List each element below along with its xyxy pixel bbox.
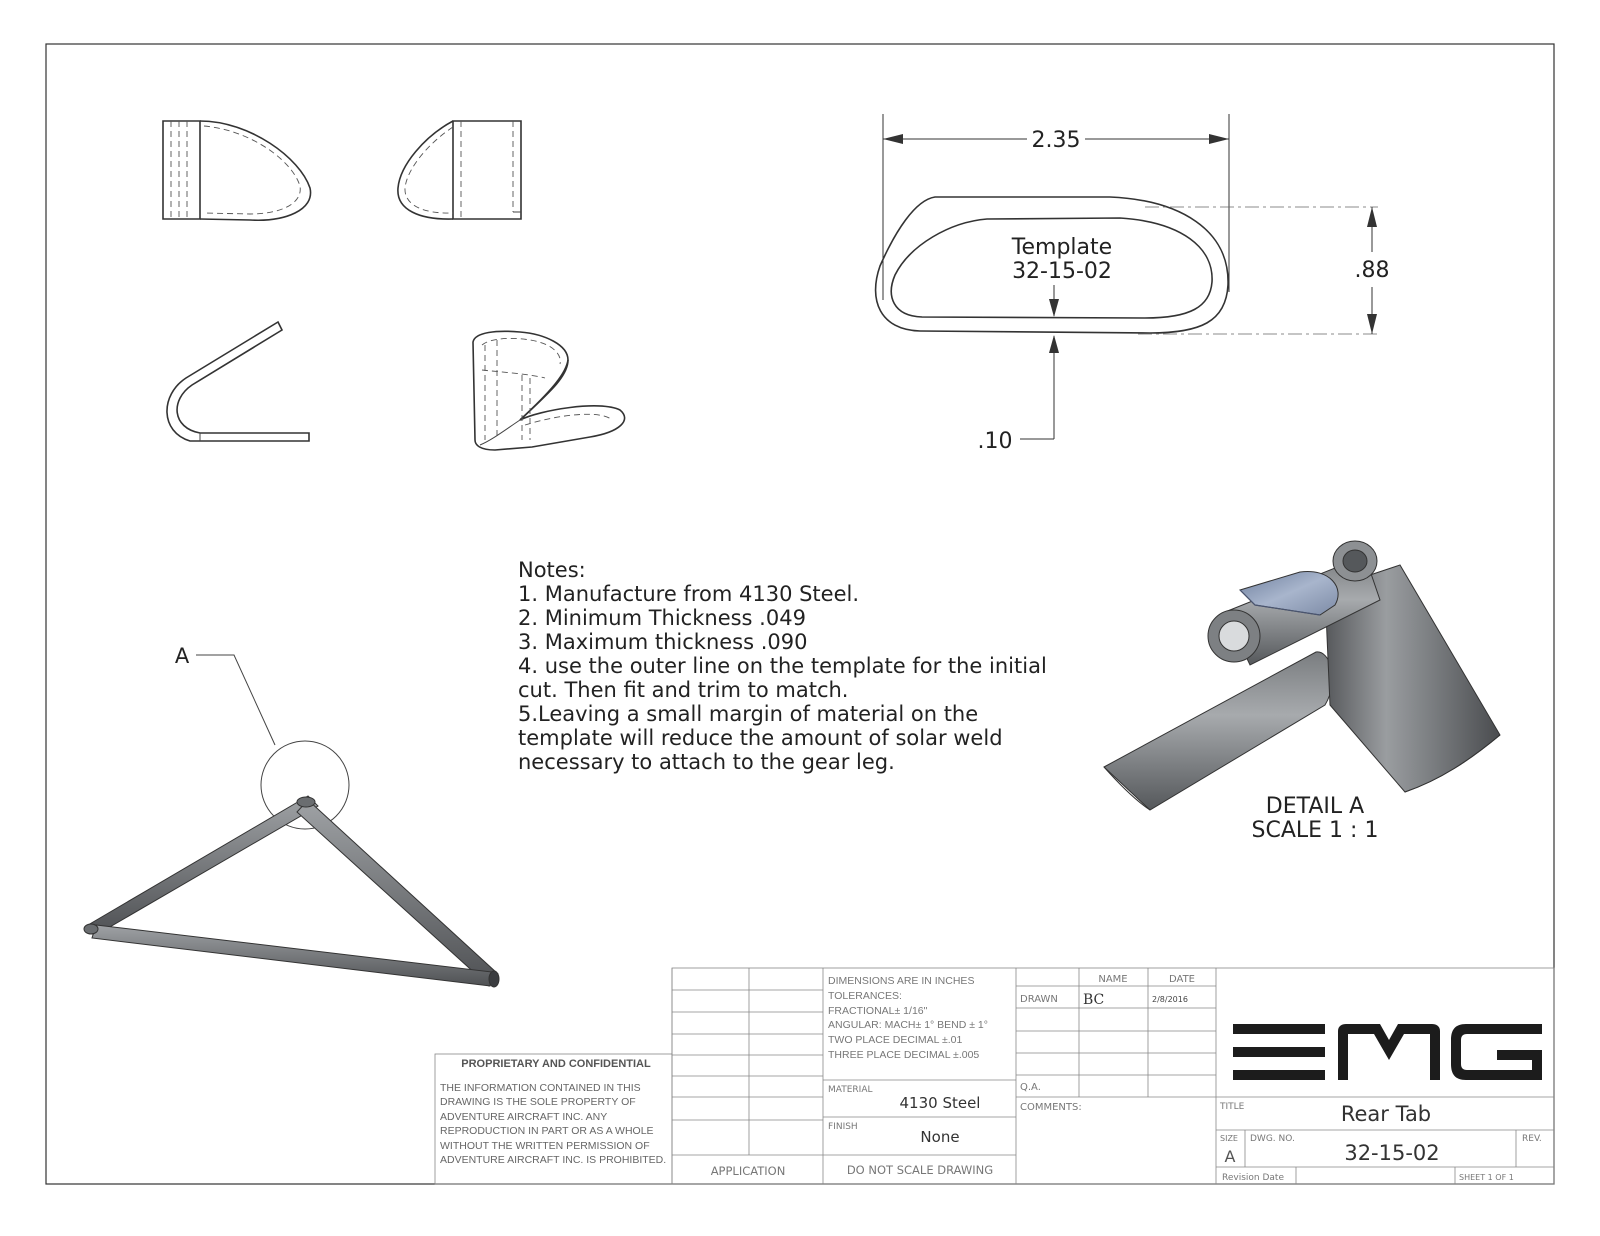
isometric-view <box>473 331 625 450</box>
title-value: Rear Tab <box>1340 1102 1432 1126</box>
note-line: 2. Minimum Thickness .049 <box>518 606 806 630</box>
proprietary-body: THE INFORMATION CONTAINED IN THIS DRAWING IS THE SOLE PROPERTY OF ADVENTURE AIRCRAFT INC. ANY REPRODUCTION IN PART OR AS A WHOLE WITHOUT THE WRITTEN PERMISSION OF ADVENTURE AIRCRAFT INC. IS PROHIBITED. <box>440 1082 667 1167</box>
note-line: cut. Then fit and trim to match. <box>518 678 849 702</box>
rev-label: REV. <box>1522 1134 1542 1144</box>
dwg-no-value: 32-15-02 <box>1344 1141 1440 1165</box>
title-label: TITLE <box>1220 1102 1245 1112</box>
qa-label: Q.A. <box>1020 1082 1041 1093</box>
dwg-no-label: DWG. NO. <box>1250 1134 1295 1144</box>
size-value: A <box>1224 1147 1236 1166</box>
tolerance-line: DIMENSIONS ARE IN INCHES <box>828 975 975 987</box>
tolerance-line: THREE PLACE DECIMAL ±.005 <box>828 1048 980 1061</box>
tolerance-line: TWO PLACE DECIMAL ±.01 <box>828 1034 963 1047</box>
detail-label-line2: SCALE 1 : 1 <box>1251 818 1379 843</box>
finish-value: None <box>920 1128 960 1146</box>
tolerance-line: FRACTIONAL± 1/16" <box>828 1004 928 1017</box>
drawn-label: DRAWN <box>1020 994 1058 1005</box>
company-logo <box>1233 1024 1542 1080</box>
proprietary-title: PROPRIETARY AND CONFIDENTIAL <box>461 1058 651 1070</box>
tolerance-line: ANGULAR: MACH± 1° BEND ± 1° <box>828 1019 988 1032</box>
template-label-line2: 32-15-02 <box>1012 259 1112 284</box>
note-line: 1. Manufacture from 4130 Steel. <box>518 582 860 606</box>
side-view <box>398 121 521 219</box>
notes-heading: Notes: <box>518 558 586 582</box>
template-label-line1: Template <box>1011 235 1113 260</box>
dim-width: 2.35 <box>1031 128 1081 153</box>
drawn-date: 2/8/2016 <box>1152 995 1188 1004</box>
gear-leg-assembly <box>84 655 499 987</box>
notes-block <box>518 558 1118 774</box>
do-not-scale: DO NOT SCALE DRAWING <box>846 1163 994 1177</box>
sheet-label: SHEET 1 OF 1 <box>1459 1173 1514 1182</box>
drawn-name: BC <box>1083 992 1105 1008</box>
template-view <box>876 114 1378 439</box>
top-view-bent-strip <box>167 322 309 441</box>
dim-height: .88 <box>1354 258 1390 283</box>
name-header: NAME <box>1098 974 1128 985</box>
date-header: DATE <box>1168 974 1196 985</box>
size-label: SIZE <box>1220 1134 1238 1143</box>
note-line: 4. use the outer line on the template for the initial <box>518 654 1047 678</box>
detail-a-render <box>1104 541 1500 810</box>
finish-label: FINISH <box>828 1122 858 1132</box>
callout-letter-a: A <box>174 644 190 668</box>
tolerance-line: TOLERANCES: <box>828 989 902 1002</box>
note-line: 5.Leaving a small margin of material on the <box>518 702 979 726</box>
material-label: MATERIAL <box>828 1085 873 1095</box>
detail-label-line1: DETAIL A <box>1265 794 1365 819</box>
front-view <box>163 121 311 220</box>
note-line: 3. Maximum thickness .090 <box>518 630 808 654</box>
revision-date-label: Revision Date <box>1222 1173 1284 1183</box>
dim-thickness: .10 <box>977 429 1013 454</box>
callout-leader <box>196 655 275 745</box>
material-value: 4130 Steel <box>899 1094 981 1112</box>
note-line: necessary to attach to the gear leg. <box>518 750 895 774</box>
comments-label: COMMENTS: <box>1020 1102 1082 1113</box>
application-label: APPLICATION <box>710 1164 786 1178</box>
tolerances-block <box>828 974 1018 1063</box>
note-line: template will reduce the amount of solar weld <box>518 726 1003 750</box>
